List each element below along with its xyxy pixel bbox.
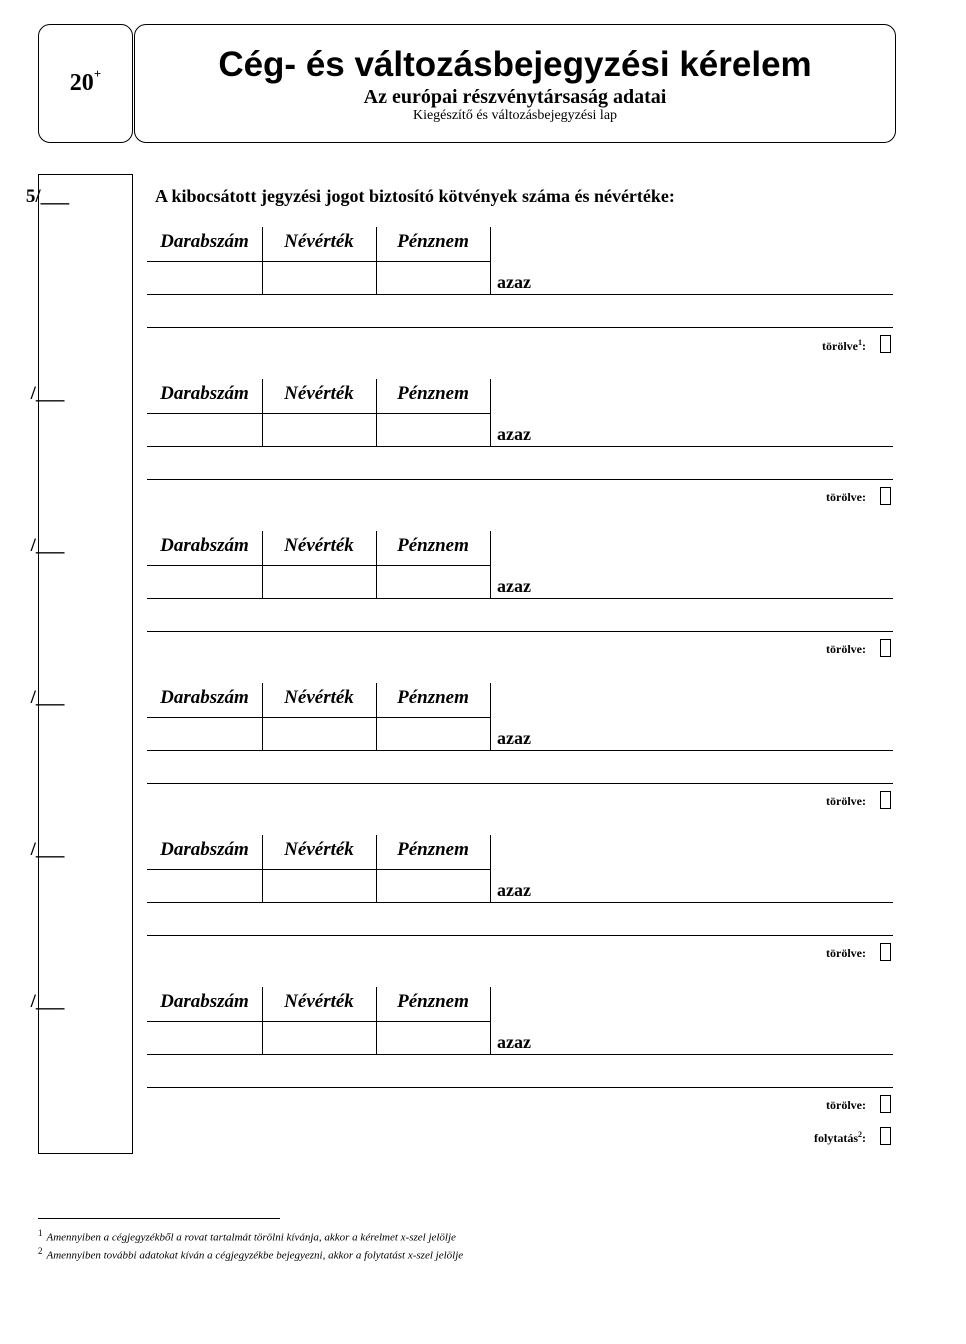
entry-number: /___ — [30, 687, 65, 708]
page-title: Cég- és változásbejegyzési kérelem — [218, 45, 812, 84]
deleted-checkbox[interactable] — [880, 791, 891, 809]
azaz-label: azaz — [497, 576, 531, 596]
entry-cell-count[interactable] — [149, 263, 260, 293]
extra-text-field[interactable] — [147, 448, 893, 478]
column-header: Darabszám — [160, 687, 249, 708]
azaz-label: azaz — [497, 1032, 531, 1052]
entry-cell-count[interactable] — [149, 871, 260, 901]
entry-cell-face-value[interactable] — [264, 567, 374, 597]
deleted-label: törölve: — [826, 794, 866, 808]
row-line — [147, 479, 893, 480]
row-line — [147, 1087, 893, 1088]
extra-text-field[interactable] — [147, 1056, 893, 1086]
entry-cell-face-value[interactable] — [264, 1023, 374, 1053]
section-heading: A kibocsátott jegyzési jogot biztosító kötvények száma és névértéke: — [155, 186, 675, 206]
entry-cell-currency[interactable] — [378, 567, 488, 597]
entry-number: /___ — [30, 991, 65, 1012]
column-header: Névérték — [284, 383, 354, 404]
header-underline — [147, 565, 490, 566]
column-divider — [490, 227, 491, 294]
deleted-label: törölve$^1$: — [822, 338, 866, 353]
amount-in-words-field[interactable] — [545, 1023, 891, 1053]
row-line — [147, 1054, 893, 1055]
deleted-label: törölve: — [826, 642, 866, 656]
header-underline — [147, 717, 490, 718]
column-header: Pénznem — [397, 687, 469, 708]
deleted-label: törölve: — [826, 1098, 866, 1112]
azaz-label: azaz — [497, 728, 531, 748]
column-divider — [490, 987, 491, 1054]
column-header: Pénznem — [397, 231, 469, 252]
column-header: Pénznem — [397, 991, 469, 1012]
deleted-checkbox[interactable] — [880, 1095, 891, 1113]
column-header: Névérték — [284, 687, 354, 708]
form-number: 20+ — [69, 66, 102, 96]
entry-number: 5/___ — [25, 186, 70, 207]
entry-number: /___ — [30, 839, 65, 860]
entry-cell-count[interactable] — [149, 719, 260, 749]
entry-cell-face-value[interactable] — [264, 415, 374, 445]
column-header: Névérték — [284, 231, 354, 252]
extra-text-field[interactable] — [147, 296, 893, 326]
deleted-checkbox[interactable] — [880, 943, 891, 961]
row-line — [147, 294, 893, 295]
entry-cell-currency[interactable] — [378, 415, 488, 445]
deleted-checkbox[interactable] — [880, 487, 891, 505]
column-header: Pénznem — [397, 839, 469, 860]
page-subtitle: Az európai részvénytársaság adatai — [363, 86, 667, 108]
azaz-label: azaz — [497, 880, 531, 900]
extra-text-field[interactable] — [147, 752, 893, 782]
row-line — [147, 327, 893, 328]
column-header: Darabszám — [160, 535, 249, 556]
entry-cell-currency[interactable] — [378, 263, 488, 293]
header-underline — [147, 261, 490, 262]
page-subtitle-2: Kiegészítő és változásbejegyzési lap — [412, 108, 618, 123]
column-header: Névérték — [284, 839, 354, 860]
footnote-divider — [38, 1218, 280, 1219]
entry-cell-currency[interactable] — [378, 1023, 488, 1053]
column-divider — [490, 835, 491, 902]
row-line — [147, 750, 893, 751]
column-header: Darabszám — [160, 991, 249, 1012]
deleted-label: törölve: — [826, 490, 866, 504]
header-underline — [147, 413, 490, 414]
entry-cell-face-value[interactable] — [264, 871, 374, 901]
column-header: Darabszám — [160, 231, 249, 252]
entry-cell-currency[interactable] — [378, 871, 488, 901]
azaz-label: azaz — [497, 272, 531, 292]
row-line — [147, 902, 893, 903]
column-divider — [490, 379, 491, 446]
amount-in-words-field[interactable] — [545, 567, 891, 597]
deleted-label: törölve: — [826, 946, 866, 960]
azaz-label: azaz — [497, 424, 531, 444]
row-line — [147, 783, 893, 784]
column-header: Névérték — [284, 991, 354, 1012]
column-header: Névérték — [284, 535, 354, 556]
entry-number: /___ — [30, 535, 65, 556]
title-box — [134, 24, 896, 143]
amount-in-words-field[interactable] — [545, 871, 891, 901]
deleted-checkbox[interactable] — [880, 639, 891, 657]
column-header: Darabszám — [160, 383, 249, 404]
continuation-label: folytatás$^2$: — [814, 1130, 866, 1145]
row-line — [147, 446, 893, 447]
amount-in-words-field[interactable] — [545, 263, 891, 293]
column-header: Darabszám — [160, 839, 249, 860]
column-header: Pénznem — [397, 383, 469, 404]
row-line — [147, 598, 893, 599]
deleted-checkbox[interactable] — [880, 335, 891, 353]
footnote-2: $^2$ Amennyiben további adatokat kíván a cégjegyzékbe bejegyezni, akkor a folytatást x-szel jelölje — [38, 1246, 464, 1262]
form-number-box — [38, 24, 133, 143]
continuation-checkbox[interactable] — [880, 1127, 891, 1145]
extra-text-field[interactable] — [147, 904, 893, 934]
entry-cell-count[interactable] — [149, 1023, 260, 1053]
amount-in-words-field[interactable] — [545, 415, 891, 445]
entry-cell-count[interactable] — [149, 415, 260, 445]
footnote-1: $^1$ Amennyiben a cégjegyzékből a rovat tartalmát törölni kívánja, akkor a kérelmet x-szel jelölje — [38, 1228, 456, 1244]
header-underline — [147, 869, 490, 870]
entry-cell-face-value[interactable] — [264, 263, 374, 293]
header-underline — [147, 1021, 490, 1022]
row-line — [147, 935, 893, 936]
column-divider — [490, 683, 491, 750]
column-divider — [490, 531, 491, 598]
row-line — [147, 631, 893, 632]
column-header: Pénznem — [397, 535, 469, 556]
entry-number: /___ — [30, 383, 65, 404]
amount-in-words-field[interactable] — [545, 719, 891, 749]
entry-cell-face-value[interactable] — [264, 719, 374, 749]
entry-cell-currency[interactable] — [378, 719, 488, 749]
entry-cell-count[interactable] — [149, 567, 260, 597]
extra-text-field[interactable] — [147, 600, 893, 630]
